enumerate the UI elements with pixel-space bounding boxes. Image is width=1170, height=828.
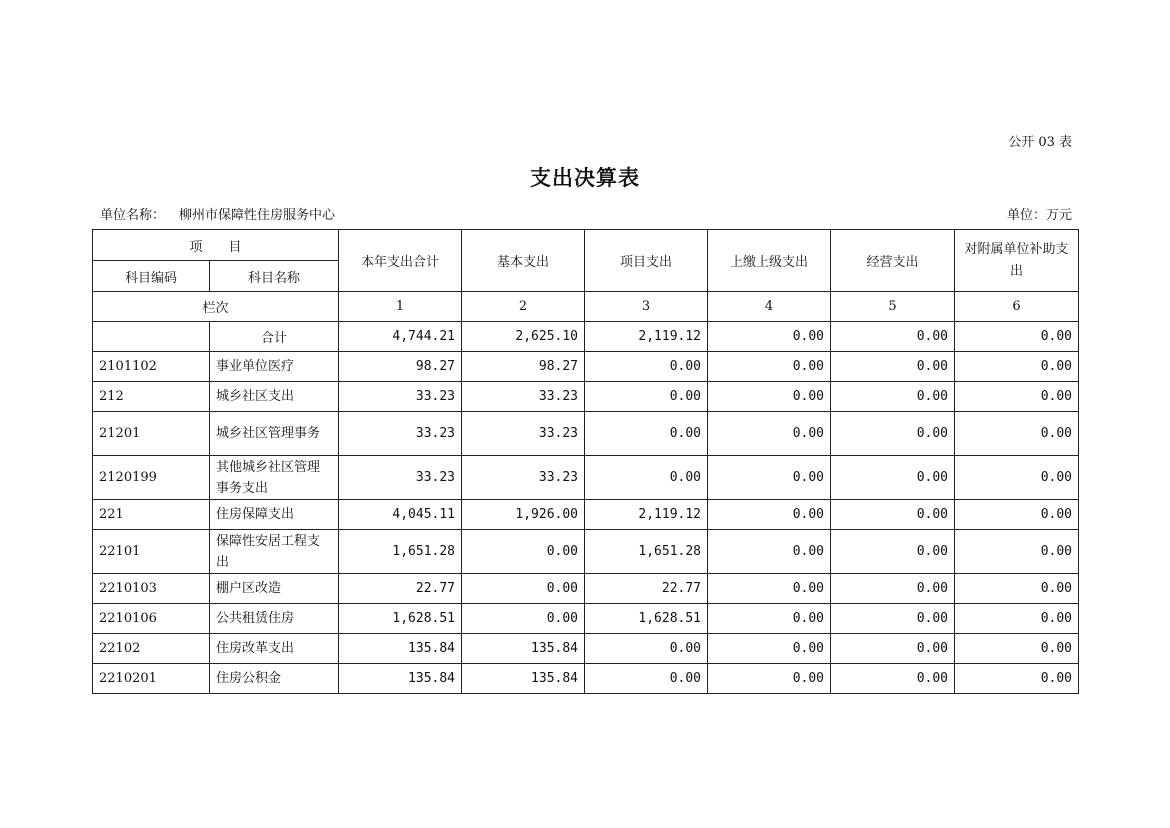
- amount-cell: 0.00: [955, 322, 1079, 352]
- amount-cell: 0.00: [585, 412, 708, 456]
- amount-cell: 0.00: [955, 382, 1079, 412]
- column-number: 3: [585, 292, 708, 322]
- table-row: [93, 352, 1079, 382]
- table-row: [93, 412, 1079, 456]
- amount-cell: 1,651.28: [585, 530, 708, 574]
- header-code: 科目编码: [93, 261, 210, 292]
- subject-code: 2210103: [93, 574, 210, 604]
- amount-cell: 33.23: [462, 382, 585, 412]
- amount-cell: 0.00: [708, 664, 831, 694]
- header-subsidy: 对附属单位补助支出: [955, 230, 1079, 292]
- unit-name: 柳州市保障性住房服务中心: [179, 208, 336, 223]
- expenditure-table: [92, 229, 1079, 694]
- amount-cell: 0.00: [831, 500, 955, 530]
- amount-cell: 1,628.51: [339, 604, 462, 634]
- subject-name: 住房改革支出: [210, 634, 339, 664]
- amount-cell: 2,625.10: [462, 322, 585, 352]
- page-title: 支出决算表: [530, 165, 640, 190]
- table-row: [93, 634, 1079, 664]
- amount-cell: 22.77: [585, 574, 708, 604]
- amount-cell: 4,045.11: [339, 500, 462, 530]
- header-project: 项目支出: [585, 230, 708, 292]
- amount-cell: 0.00: [831, 530, 955, 574]
- amount-cell: 0.00: [831, 412, 955, 456]
- table-row: [93, 530, 1079, 574]
- subject-code: [93, 322, 210, 352]
- amount-cell: 0.00: [708, 500, 831, 530]
- amount-cell: 98.27: [339, 352, 462, 382]
- subject-name: 城乡社区管理事务: [210, 412, 339, 456]
- header-upper: 上缴上级支出: [708, 230, 831, 292]
- unit-name-block: [100, 204, 335, 223]
- amount-cell: 1,926.00: [462, 500, 585, 530]
- subject-code: 22102: [93, 634, 210, 664]
- subject-name: 住房公积金: [210, 664, 339, 694]
- amount-cell: 0.00: [585, 352, 708, 382]
- header-total: 本年支出合计: [339, 230, 462, 292]
- amount-cell: 0.00: [708, 530, 831, 574]
- amount-cell: 1,651.28: [339, 530, 462, 574]
- amount-cell: 2,119.12: [585, 500, 708, 530]
- subject-code: 2210201: [93, 664, 210, 694]
- column-label: 栏次: [93, 292, 339, 322]
- column-number: 6: [955, 292, 1079, 322]
- amount-cell: 135.84: [462, 664, 585, 694]
- amount-cell: 0.00: [462, 530, 585, 574]
- amount-cell: 135.84: [462, 634, 585, 664]
- amount-cell: 33.23: [339, 412, 462, 456]
- amount-cell: 33.23: [339, 382, 462, 412]
- subject-name: 其他城乡社区管理事务支出: [210, 456, 339, 500]
- amount-cell: 0.00: [955, 352, 1079, 382]
- subject-code: 221: [93, 500, 210, 530]
- amount-cell: 135.84: [339, 634, 462, 664]
- amount-cell: 0.00: [955, 500, 1079, 530]
- amount-cell: 0.00: [585, 634, 708, 664]
- subject-name: 住房保障支出: [210, 500, 339, 530]
- header-name: 科目名称: [210, 261, 339, 292]
- amount-cell: 98.27: [462, 352, 585, 382]
- subject-code: 2210106: [93, 604, 210, 634]
- subject-name: 事业单位医疗: [210, 352, 339, 382]
- amount-cell: 0.00: [708, 604, 831, 634]
- header-item: 项 目: [93, 230, 339, 261]
- amount-cell: 135.84: [339, 664, 462, 694]
- table-row: [93, 382, 1079, 412]
- amount-cell: 0.00: [955, 604, 1079, 634]
- amount-cell: 2,119.12: [585, 322, 708, 352]
- subject-code: 2101102: [93, 352, 210, 382]
- amount-cell: 0.00: [831, 322, 955, 352]
- subject-code: 22101: [93, 530, 210, 574]
- table-row: [93, 604, 1079, 634]
- amount-cell: 0.00: [585, 382, 708, 412]
- subject-name: 公共租赁住房: [210, 604, 339, 634]
- amount-cell: 0.00: [831, 634, 955, 664]
- amount-cell: 0.00: [462, 604, 585, 634]
- amount-cell: 0.00: [955, 530, 1079, 574]
- amount-cell: 0.00: [831, 574, 955, 604]
- amount-cell: 0.00: [708, 634, 831, 664]
- form-number: 公开 03 表: [1008, 135, 1072, 150]
- amount-cell: 0.00: [708, 352, 831, 382]
- unit-name-label: 单位名称：: [100, 208, 166, 223]
- amount-cell: 22.77: [339, 574, 462, 604]
- amount-cell: 0.00: [831, 604, 955, 634]
- amount-cell: 0.00: [955, 456, 1079, 500]
- currency-unit: 单位：万元: [1006, 208, 1072, 223]
- header-row-1: [93, 230, 1079, 261]
- table-row: [93, 574, 1079, 604]
- subject-name: 棚户区改造: [210, 574, 339, 604]
- column-number: 5: [831, 292, 955, 322]
- column-number-row: [93, 292, 1079, 322]
- amount-cell: 0.00: [831, 456, 955, 500]
- amount-cell: 0.00: [708, 574, 831, 604]
- amount-cell: 33.23: [339, 456, 462, 500]
- table-row: [93, 456, 1079, 500]
- table-row: [93, 500, 1079, 530]
- column-number: 4: [708, 292, 831, 322]
- header-basic: 基本支出: [462, 230, 585, 292]
- column-number: 2: [462, 292, 585, 322]
- subject-code: 212: [93, 382, 210, 412]
- amount-cell: 0.00: [831, 664, 955, 694]
- amount-cell: 0.00: [955, 574, 1079, 604]
- amount-cell: 1,628.51: [585, 604, 708, 634]
- header-business: 经营支出: [831, 230, 955, 292]
- table-row: [93, 664, 1079, 694]
- amount-cell: 0.00: [708, 322, 831, 352]
- amount-cell: 0.00: [955, 634, 1079, 664]
- subject-name: 城乡社区支出: [210, 382, 339, 412]
- amount-cell: 0.00: [831, 382, 955, 412]
- amount-cell: 0.00: [708, 412, 831, 456]
- subject-code: 21201: [93, 412, 210, 456]
- amount-cell: 0.00: [955, 412, 1079, 456]
- amount-cell: 0.00: [831, 352, 955, 382]
- amount-cell: 0.00: [955, 664, 1079, 694]
- subject-code: 2120199: [93, 456, 210, 500]
- amount-cell: 33.23: [462, 456, 585, 500]
- amount-cell: 0.00: [462, 574, 585, 604]
- amount-cell: 0.00: [708, 382, 831, 412]
- column-number: 1: [339, 292, 462, 322]
- table-row: [93, 322, 1079, 352]
- subject-name: 合计: [210, 322, 339, 352]
- subject-name: 保障性安居工程支出: [210, 530, 339, 574]
- amount-cell: 0.00: [585, 456, 708, 500]
- amount-cell: 33.23: [462, 412, 585, 456]
- amount-cell: 4,744.21: [339, 322, 462, 352]
- amount-cell: 0.00: [708, 456, 831, 500]
- amount-cell: 0.00: [585, 664, 708, 694]
